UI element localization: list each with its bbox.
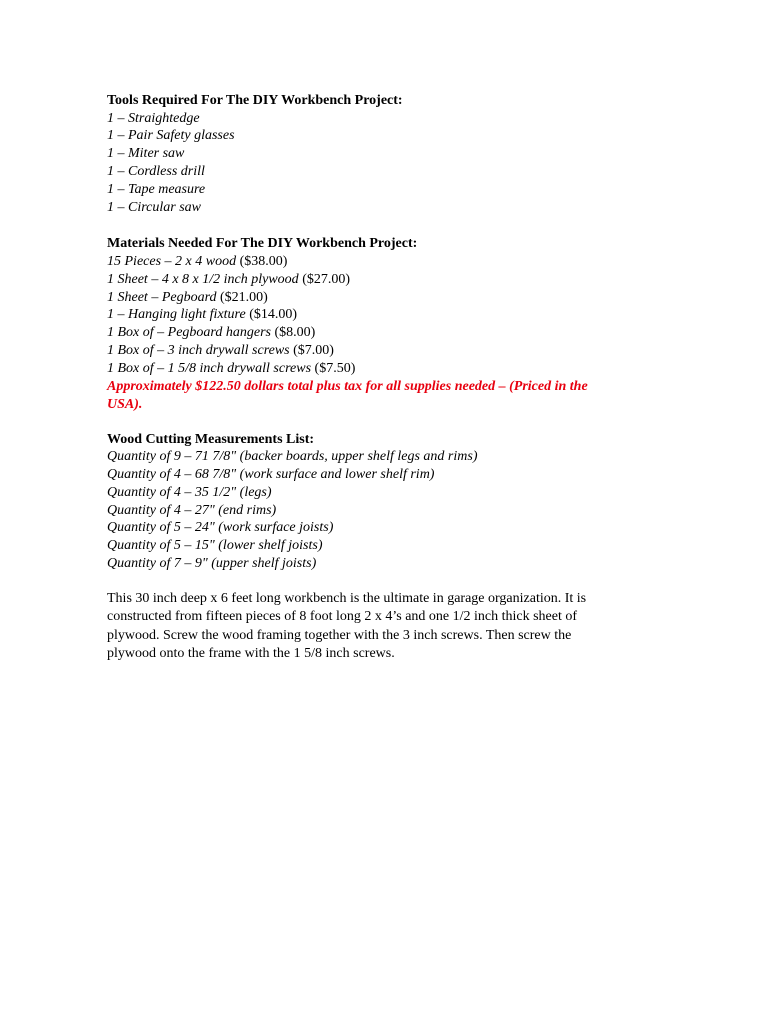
- description-line: This 30 inch deep x 6 feet long workbench is the ultimate in garage organization. It is: [107, 590, 587, 606]
- total-price-notice-continued: USA).: [107, 396, 143, 412]
- cut-item: Quantity of 4 – 68 7/8" (work surface and lower shelf rim): [107, 466, 435, 482]
- cut-item: Quantity of 5 – 24" (work surface joists): [107, 520, 334, 536]
- materials-heading: Materials Needed For The DIY Workbench Project:: [107, 236, 418, 252]
- material-item: [107, 271, 647, 289]
- description-line: plywood onto the frame with the 1 5/8 inch screws.: [107, 646, 395, 662]
- material-price: ($21.00): [220, 289, 268, 305]
- cutting-section: [107, 431, 647, 573]
- description-line: plywood. Screw the wood framing together with the 3 inch screws. Then screw the: [107, 627, 572, 643]
- material-name: 1 Sheet – Pegboard: [107, 289, 217, 305]
- cut-item: Quantity of 9 – 71 7/8" (backer boards, upper shelf legs and rims): [107, 449, 478, 465]
- cut-item: Quantity of 4 – 27" (end rims): [107, 502, 277, 518]
- material-name: 15 Pieces – 2 x 4 wood: [107, 253, 237, 269]
- total-price-notice: Approximately $122.50 dollars total plus tax for all supplies needed – (Priced in the: [107, 378, 588, 394]
- material-name: 1 – Hanging light fixture: [107, 307, 246, 323]
- cut-item: Quantity of 5 – 15" (lower shelf joists): [107, 538, 323, 554]
- material-name: 1 Box of – 1 5/8 inch drywall screws: [107, 360, 312, 376]
- description-line: constructed from fifteen pieces of 8 foot long 2 x 4’s and one 1/2 inch thick sheet of: [107, 609, 578, 625]
- material-name: 1 Box of – 3 inch drywall screws: [107, 342, 290, 358]
- tool-item: 1 – Circular saw: [107, 199, 201, 215]
- material-item: [107, 253, 647, 271]
- materials-section: [107, 235, 647, 413]
- tool-item: 1 – Cordless drill: [107, 163, 205, 179]
- material-name: 1 Box of – Pegboard hangers: [107, 325, 271, 341]
- material-price: ($27.00): [302, 271, 351, 287]
- tool-item: 1 – Pair Safety glasses: [107, 128, 235, 144]
- material-price: ($14.00): [249, 307, 298, 323]
- material-price: ($38.00): [239, 253, 288, 269]
- tools-heading: Tools Required For The DIY Workbench Project:: [107, 93, 403, 108]
- tool-item: 1 – Miter saw: [107, 146, 185, 162]
- material-item: [107, 342, 647, 360]
- tool-item: 1 – Straightedge: [107, 110, 200, 126]
- description-paragraph: [107, 590, 647, 664]
- cut-item: Quantity of 7 – 9" (upper shelf joists): [107, 555, 317, 571]
- material-price: ($8.00): [274, 325, 316, 341]
- tool-item: 1 – Tape measure: [107, 181, 206, 197]
- tools-section: [107, 92, 647, 216]
- material-name: 1 Sheet – 4 x 8 x 1/2 inch plywood: [107, 271, 299, 287]
- document-content: [107, 92, 647, 664]
- cut-item: Quantity of 4 – 35 1/2" (legs): [107, 484, 272, 500]
- material-item: [107, 306, 647, 324]
- material-item: [107, 289, 647, 307]
- material-price: ($7.50): [314, 360, 356, 376]
- cutting-heading: Wood Cutting Measurements List:: [107, 431, 315, 447]
- material-item: [107, 324, 647, 342]
- material-price: ($7.00): [293, 342, 334, 358]
- material-item: [107, 360, 647, 378]
